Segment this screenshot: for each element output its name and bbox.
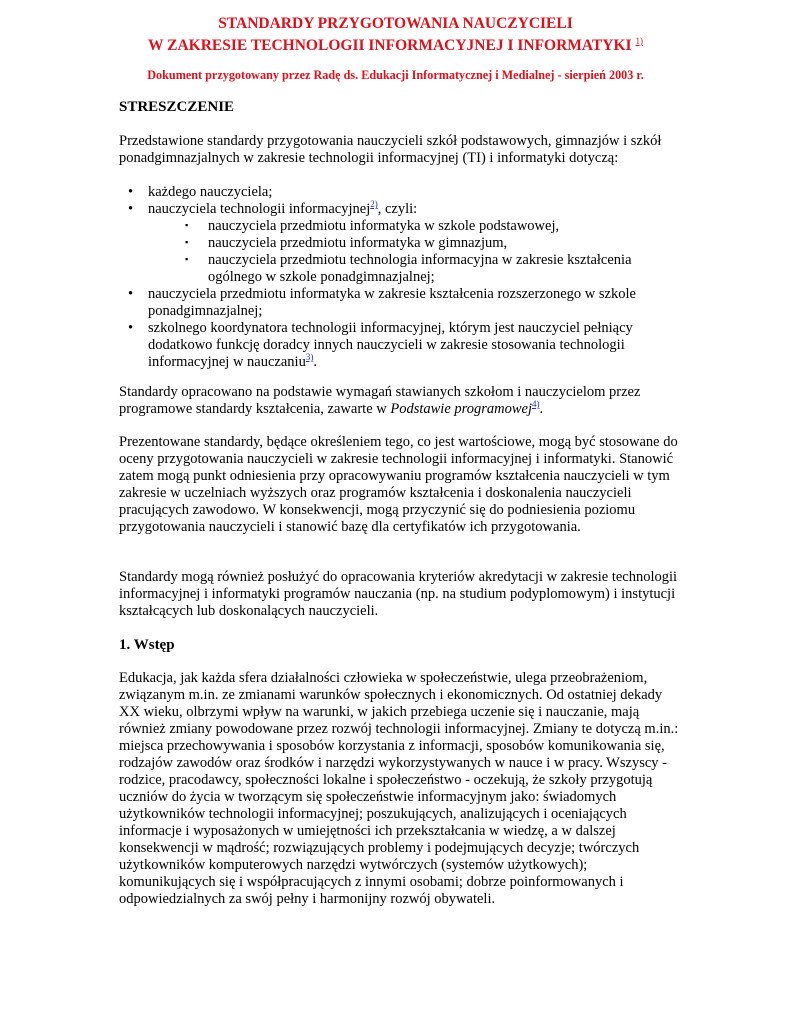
bullet-icon: • — [128, 184, 134, 200]
square-bullet-icon: ▪ — [185, 254, 189, 264]
summary-bullet-list — [119, 184, 679, 371]
document-subtitle: Dokument przygotowany przez Radę ds. Edukacji Informatycznej i Medialnej - sierpień 2003 r. — [147, 68, 644, 82]
list-item: ▪ nauczyciela przedmiotu informatyka w gimnazjum, — [185, 235, 508, 251]
bullet-icon: • — [128, 286, 134, 302]
document-title-line1: STANDARDY PRZYGOTOWANIA NAUCZYCIELI — [218, 15, 573, 32]
summary-paragraph-3: Prezentowane standardy, będące określeniem tego, co jest wartościowe, mogą być stosowane do oceny przygotowania nauczycieli w zakresie technologii informacyjnej i informatyki. Stanowić zatem mogą punkt odniesienia przy opracowywaniu programów kształcenia nauczycieli w tym zakresie w uczelniach wyższych oraz programów kształcenia i doskonalenia nauczycieli pracujących zawodowo. W konsekwencji, mogą przyczynić się do podniesienia poziomu przygotowania nauczycieli i stanowić bazę dla certyfikatów ich przygotowania. — [119, 434, 678, 535]
square-bullet-icon: ▪ — [185, 220, 189, 230]
bullet-icon: • — [128, 320, 134, 336]
title-footnote-link[interactable]: 1) — [635, 36, 643, 46]
list-item: • szkolnego koordynatora technologii informacyjnej, którym jest nauczyciel pełniący dodatkowo funkcję doradcy innych nauczycieli w zakresie stosowania technologii informacyjnej w nauczaniu$^{3)}$. — [128, 320, 633, 370]
list-item: • nauczyciela technologii informacyjnej$^{2)}$, czyli: — [128, 199, 418, 217]
summary-paragraph-2: Standardy opracowano na podstawie wymagań stawianych szkołom i nauczycielom przez programowe standardy kształcenia, zawarte w Podstawie programowej$^{4)}$. — [119, 384, 641, 417]
title-line2-text: W ZAKRESIE TECHNOLOGII INFORMACYJNEJ I INFORMATYKI — [148, 37, 632, 54]
document-title-line2 — [0, 32, 791, 55]
summary-paragraph-4: Standardy mogą również posłużyć do opracowania kryteriów akredytacji w zakresie technologii informacyjnej i informatyki programów nauczania (np. na studium podyplomowym) i instytucji kształcących lub doskonalących nauczycieli. — [119, 569, 678, 619]
square-bullet-icon: ▪ — [185, 237, 189, 247]
footnote-link[interactable]: 3) — [305, 352, 314, 362]
list-item: • nauczyciela przedmiotu informatyka w zakresie kształcenia rozszerzonego w szkole ponadgimnazjalnej; — [128, 286, 636, 319]
footnote-link[interactable]: 2) — [370, 199, 378, 209]
section-1-heading: 1. Wstęp — [119, 637, 175, 653]
bullet-icon: • — [128, 201, 134, 217]
summary-intro: Przedstawione standardy przygotowania nauczycieli szkół podstawowych, gimnazjów i szkół ponadgimnazjalnych w zakresie technologii informacyjnej (TI) i informatyki dotyczą: — [119, 133, 662, 166]
summary-heading: STRESZCZENIE — [119, 99, 235, 115]
list-item: • każdego nauczyciela; — [128, 184, 273, 200]
list-item: ▪ nauczyciela przedmiotu technologia informacyjna w zakresie kształcenia ogólnego w szkole ponadgimnazjalnej; — [185, 252, 632, 285]
footnote-link[interactable]: 4) — [532, 399, 540, 409]
section-1-paragraph: Edukacja, jak każda sfera działalności człowieka w społeczeństwie, ulega przeobrażeniom, związanym m.in. ze zmianami warunków społecznych i ekonomicznych. Od ostatniej dekady XX wieku, olbrzymi wpływ na warunki, w jakich przebiega uczenie się i nauczanie, mają również zmiany powodowane przez rozwój technologii informacyjnej. Zmiany te dotyczą m.in.: miejsca przechowywania i sposobów korzystania z informacji, sposobów komunikowania się, rodzajów zawodów oraz środków i narzędzi wykorzystywanych w nauce i w pracy. Wszyscy - rodzice, pracodawcy, społeczności lokalne i społeczeństwo - oczekują, że szkoły przygotują uczniów do życia w tworzącym się społeczeństwie informacyjnym jako: świadomych użytkowników technologii informacyjnej; poszukujących, analizujących i oceniających informacje i wyposażonych w umiejętności ich przekształcania w wiedzę, a w dalszej konsekwencji w mądrość; rozwiązujących problemy i podejmujących decyzje; twórczych użytkowników komputerowych narzędzi wytwórczych (systemów użytkowych); komunikujących się i współpracujących z innymi osobami; dobrze poinformowanych i odpowiedzialnych za swój pełny i harmonijny rozwój obywateli. — [119, 670, 679, 907]
list-item: ▪ nauczyciela przedmiotu informatyka w szkole podstawowej, — [185, 218, 560, 234]
italic-title: Podstawie programowej — [390, 401, 533, 417]
